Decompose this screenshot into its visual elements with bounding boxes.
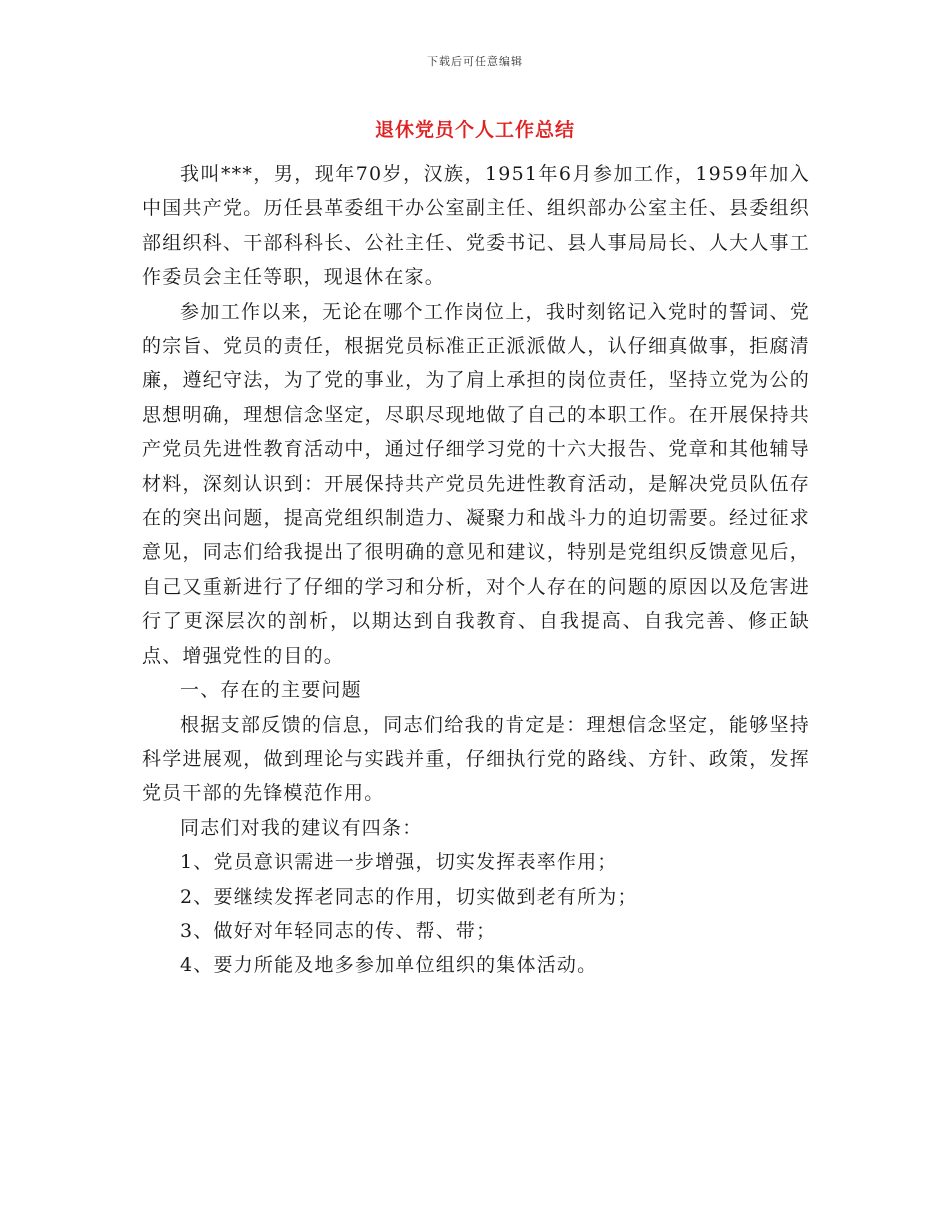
paragraph-suggestions-intro: 同志们对我的建议有四条： [180, 816, 423, 839]
list-item-suggestion-2: 2、要继续发挥老同志的作用，切实做到老有所为； [180, 885, 638, 908]
paragraph-feedback: 根据支部反馈的信息，同志们给我的肯定是：理想信念坚定，能够坚持科学进展观，做到理论与实践并重，仔细执行党的路线、方针、政策，发挥党员干部的先锋模范作用。 [142, 713, 810, 805]
list-item-suggestion-4: 4、要力所能及地多参加单位组织的集体活动。 [180, 954, 598, 977]
section-heading-problems: 一、存在的主要问题 [180, 679, 362, 702]
list-item-suggestion-3: 3、做好对年轻同志的传、帮、带； [180, 919, 497, 942]
list-item-suggestion-1: 1、党员意识需进一步增强，切实发挥表率作用； [180, 851, 618, 874]
document-title: 退休党员个人工作总结 [374, 119, 575, 141]
paragraph-intro: 我叫***，男，现年70岁，汉族，1951年6月参加工作，1959年加入中国共产党。历任县革委组干办公室副主任、组织部办公室主任、县委组织部组织科、干部科科长、公社主任、党委书记、县人事局局长、人大人事工作委员会主任等职，现退休在家。 [142, 163, 810, 289]
paragraph-work-summary: 参加工作以来，无论在哪个工作岗位上，我时刻铭记入党时的誓词、党的宗旨、党员的责任，根据党员标准正正派派做人，认仔细真做事，拒腐清廉，遵纪守法，为了党的事业，为了肩上承担的岗位责任，坚持立党为公的思想明确，理想信念坚定，尽职尽现地做了自己的本职工作。在开展保持共产党员先进性教育活动中，通过仔细学习党的十六大报告、党章和其他辅导材料，深刻认识到：开展保持共产党员先进性教育活动，是解决党员队伍存在的突出问题，提高党组织制造力、凝聚力和战斗力的迫切需要。经过征求意见，同志们给我提出了很明确的意见和建议，特别是党组织反馈意见后，自己又重新进行了仔细的学习和分析，对个人存在的问题的原因以及危害进行了更深层次的剖析，以期达到自我教育、自我提高、自我完善、修正缺点、增强党性的目的。 [142, 300, 810, 667]
header-note: 下载后可任意编辑 [427, 55, 523, 68]
document-body [142, 157, 810, 983]
